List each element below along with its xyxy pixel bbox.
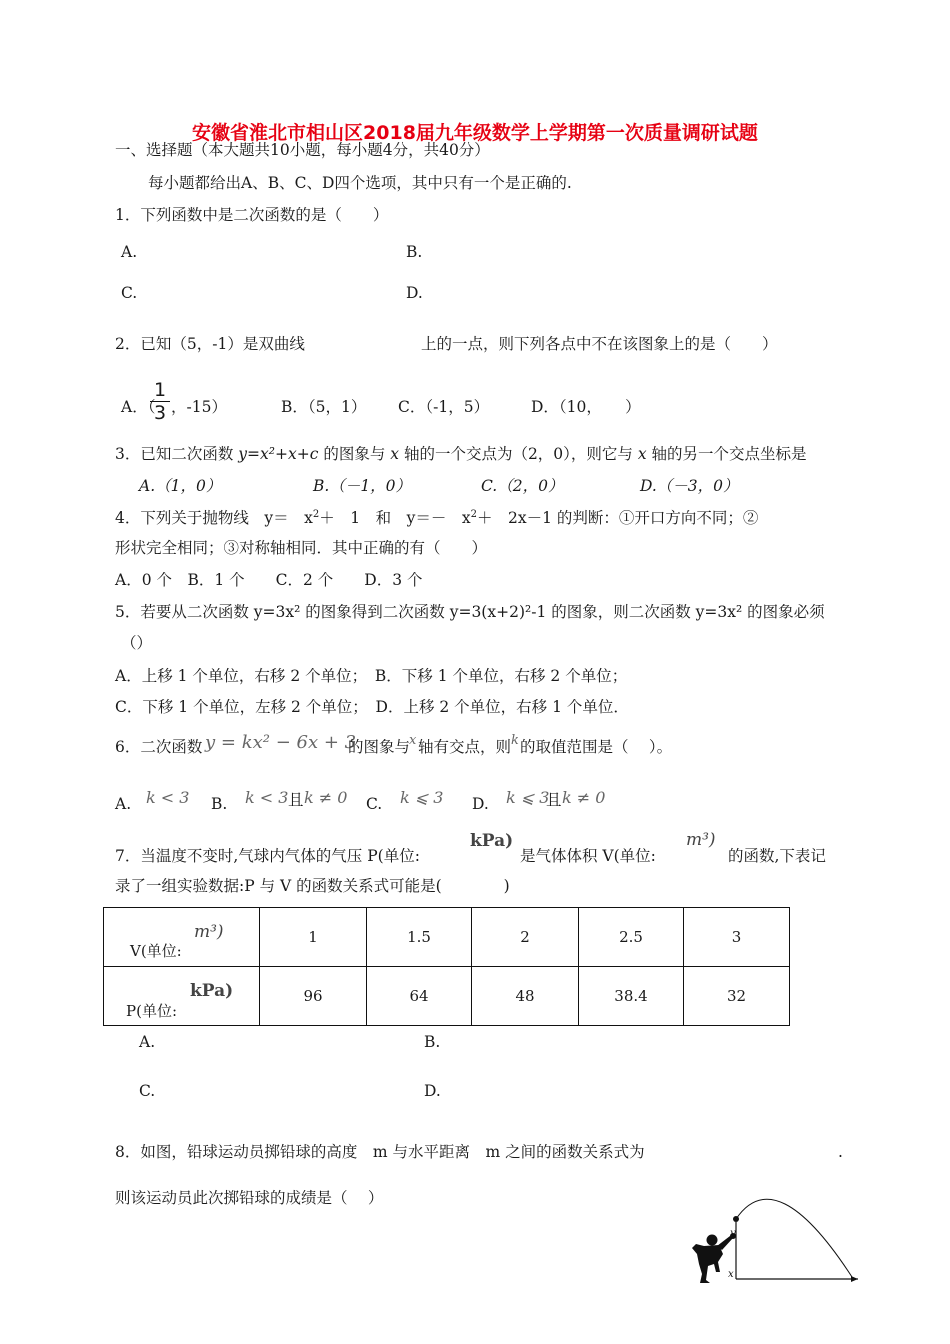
q5-line2: （） [121,634,153,652]
q7-option-a: A. [139,1033,156,1051]
table-cell: 2.5 [579,908,684,967]
table-row-p [104,967,790,1026]
q6-option-d-math2: k ≠ 0 [562,788,606,807]
table-v-label: V(单位: [130,942,182,960]
q2-fraction [150,380,170,423]
q7-unit-m3: m³) [686,830,716,850]
q2-option-c: C．（-1，5） [398,398,490,416]
table-cell: 38.4 [579,967,684,1026]
q6-x: x [409,733,417,748]
table-header-v [104,908,260,967]
q2-option-a-suffix: ，-15） [171,398,227,416]
q3-stem-b: 的图象与 [318,445,391,463]
q3-option-c: C.（2，0） [481,477,564,495]
table-cell: 3 [684,908,790,967]
q6-function: y = kx² − 6x + 3 [205,732,357,753]
q6-k: k [511,733,519,748]
q3-option-a: A.（1，0） [139,477,222,495]
q1-option-d: D. [406,284,423,302]
q4-square-1: 2 [312,508,320,520]
q3-stem [115,444,807,464]
q6-stem-a: 6．二次函数 [115,738,203,756]
trajectory-curve [736,1199,852,1277]
q6-option-c-label: C. [366,795,383,813]
table-cell: 32 [684,967,790,1026]
q3-x-axis-2: x [637,445,647,463]
q7-line1-b: 是气体体积 V(单位: [520,847,656,865]
section-instruction: 每小题都给出A、B、C、D四个选项，其中只有一个是正确的. [148,174,572,192]
q7-option-d: D. [424,1082,441,1100]
q2-option-a-prefix: A．（ [121,398,156,416]
q8-line1-end: . [838,1143,843,1161]
q4-options: A．0 个 B．1 个 C．2 个 D．3 个 [115,571,423,589]
q5-options-cd: C．下移 1 个单位，左移 2 个单位； D．上移 2 个单位，右移 1 个单位． [115,698,629,716]
q2-option-d: D．（10， ） [531,398,641,416]
q5-options-ab: A．上移 1 个单位，右移 2 个单位； B．下移 1 个单位，右移 2 个单位； [115,667,628,685]
q7-unit-kpa-text: kPa) [470,831,514,851]
q6-option-a-math: k < 3 [146,788,190,807]
page-title: 安徽省淮北市相山区2018届九年级数学上学期第一次质量调研试题 [192,122,758,144]
q4-square-2: 2 [470,508,477,520]
q1-option-c: C. [121,284,138,302]
table-cell: 96 [260,967,367,1026]
q1-option-b: B. [406,243,423,261]
q3-option-b: B.（－1，0） [313,477,412,495]
q1-stem: 1．下列函数中是二次函数的是（ ） [115,206,389,224]
table-cell: 48 [472,967,579,1026]
table-header-p [104,967,260,1026]
q7-unit-kpa [470,831,513,851]
q4-line1-b: ＋ 1 和 y＝－ x [319,509,471,527]
q6-stem-b: 的图象与 [348,738,411,756]
q7-line1-c: 的函数,下表记 [728,847,826,865]
q2-stem-start: 2．已知（5，-1）是双曲线 [115,335,305,353]
q6-option-b-math: k < 3 [245,788,289,807]
q7-line2: 录了一组实验数据:P 与 V 的函数关系式可能是( ) [115,877,510,895]
q7-line1-a: 7．当温度不变时,气球内气体的气压 P(单位: [115,847,420,865]
q6-option-d-and: 且 [546,791,562,809]
table-cell: 2 [472,908,579,967]
q4-line1-c: ＋ 2x－1 的判断：①开口方向不同；② [477,509,759,527]
q6-option-d-label: D. [472,795,489,813]
q3-stem-a: 3．已知二次函数 [115,445,239,463]
q6-stem-d: 的取值范围是（ ）。 [520,738,673,756]
fig-y-label: y [730,1228,736,1239]
q5-line1: 5．若要从二次函数 y=3x² 的图象得到二次函数 y=3(x+2)²-1 的图象，则二次函数 y=3x² 的图象必须 [115,603,825,621]
q3-x-axis: x [390,445,400,463]
q6-stem-c: 轴有交点，则 [418,738,512,756]
q2-stem-end: 上的一点，则下列各点中不在该图象上的是（ ） [421,335,778,353]
table-cell: 1 [260,908,367,967]
table-cell: 64 [367,967,472,1026]
q3-function: y=x²+x+c [238,445,319,463]
table-v-unit: m³) [194,922,224,942]
q6-option-d-math: k ⩽ 3 [506,788,550,807]
q4-line1 [115,508,758,528]
q7-option-c: C. [139,1082,156,1100]
q6-option-b-label: B. [211,795,228,813]
table-cell: 1.5 [367,908,472,967]
q6-option-a-label: A. [115,795,132,813]
q8-line1: 8．如图，铅球运动员掷铅球的高度 m 与水平距离 m 之间的函数关系式为 [115,1143,645,1161]
q7-data-table [103,907,790,1026]
fig-x-label: x [728,1269,734,1280]
q3-option-d: D.（－3，0） [640,477,739,495]
q6-option-b-and: 且 [288,791,304,809]
q3-stem-d: 轴的另一个交点坐标是 [646,445,807,463]
q2-option-b: B．（5，1） [281,398,367,416]
fraction-denominator: 3 [153,402,167,424]
shot-put-figure [686,1188,866,1290]
q4-line1-a: 4．下列关于抛物线 y＝ x [115,509,313,527]
q6-option-c-math: k ⩽ 3 [400,788,444,807]
q4-line2: 形状完全相同；③对称轴相同．其中正确的有（ ） [115,539,488,557]
fraction-numerator: 1 [153,379,167,401]
table-p-unit: kPa) [190,981,234,1001]
q6-option-b-math2: k ≠ 0 [304,788,348,807]
q3-stem-c: 轴的一个交点为（2，0），则它与 [399,445,638,463]
table-row-v [104,908,790,967]
q8-line2: 则该运动员此次掷铅球的成绩是（ ） [115,1189,384,1207]
q1-option-a: A. [121,243,138,261]
section-heading: 一、选择题（本大题共10小题，每小题4分，共40分） [115,141,490,159]
table-p-label: P(单位: [126,1002,177,1020]
q7-option-b: B. [424,1033,441,1051]
